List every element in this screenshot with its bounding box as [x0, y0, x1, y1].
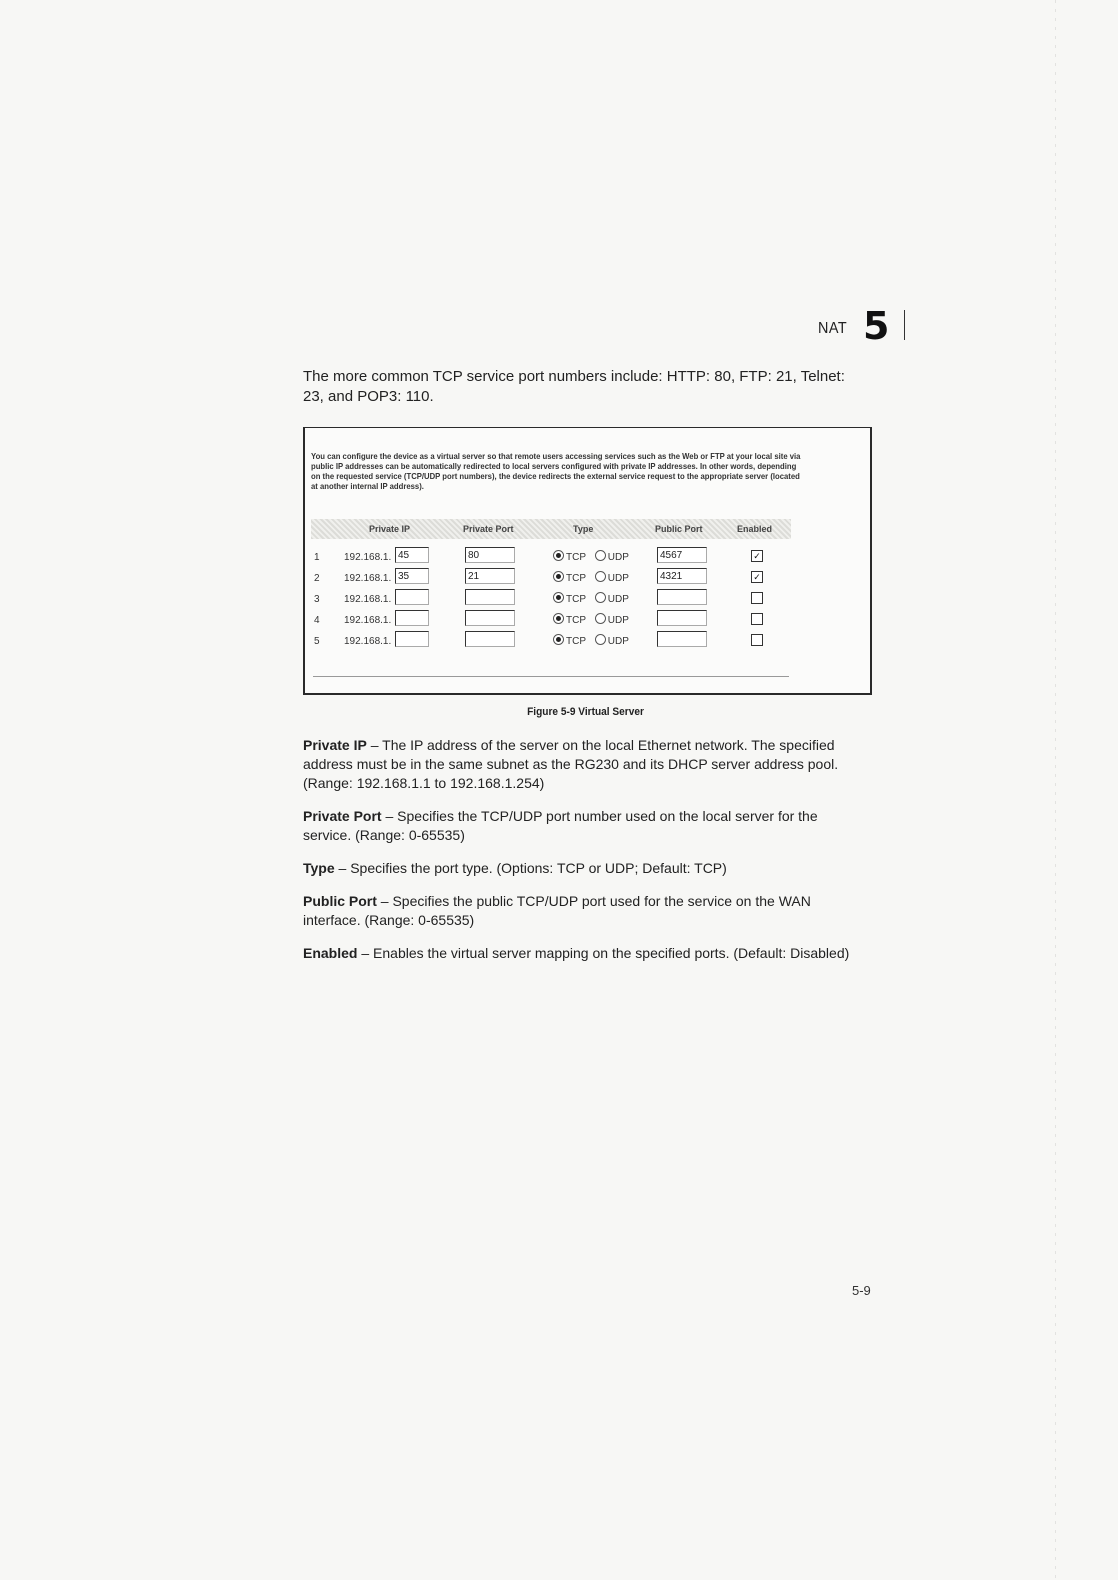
figure-description: You can configure the device as a virtual server so that remote users accessing services such as the Web or FTP at your local site via public IP addresses can be automatically redirected to local servers configured with private IP addresses. In other words, depending on the requested service (TCP/UDP port numbers), the device redirects the external service request to the appropriate server (located at another internal IP address).: [311, 451, 801, 491]
scan-edge-artifact: [1055, 0, 1056, 1580]
table-row: [305, 610, 865, 630]
section-title: NAT: [818, 320, 848, 337]
enabled-checkbox[interactable]: [751, 613, 763, 625]
tcp-label: TCP: [566, 636, 586, 647]
type-radio-group: [553, 571, 635, 584]
definition-text: – Specifies the TCP/UDP port number used on the local server for the service. (Range: 0-65535): [303, 808, 818, 843]
row-number: 5: [314, 636, 320, 647]
tcp-label: TCP: [566, 615, 586, 626]
tcp-radio[interactable]: [553, 550, 564, 561]
type-radio-group: [553, 592, 635, 605]
definition-type: [303, 859, 868, 878]
col-private-ip: Private IP: [369, 524, 411, 534]
col-private-port: Private Port: [463, 524, 514, 534]
definition-text: – Specifies the port type. (Options: TCP or UDP; Default: TCP): [334, 860, 727, 876]
udp-label: UDP: [607, 573, 629, 584]
enabled-checkbox[interactable]: [751, 634, 763, 646]
figure-caption: Figure 5-9 Virtual Server: [527, 706, 644, 718]
table-row: [305, 568, 865, 588]
public-port-input[interactable]: 4321: [657, 568, 707, 584]
private-port-input[interactable]: 21: [465, 568, 515, 584]
tcp-radio[interactable]: [553, 634, 564, 645]
row-number: 3: [314, 594, 320, 605]
private-ip-input[interactable]: 45: [395, 547, 429, 563]
private-ip-input[interactable]: 35: [395, 568, 429, 584]
row-number: 1: [314, 552, 320, 563]
definition-enabled: [303, 944, 868, 963]
udp-label: UDP: [607, 552, 629, 563]
row-number: 4: [314, 615, 320, 626]
definition-text: – Enables the virtual server mapping on the specified ports. (Default: Disabled): [357, 945, 850, 961]
ip-prefix: 192.168.1.: [344, 636, 392, 647]
enabled-checkbox[interactable]: [751, 592, 763, 604]
public-port-input[interactable]: [657, 610, 707, 626]
definition-term: Enabled: [303, 945, 358, 961]
table-row: [305, 631, 865, 651]
definition-text: – The IP address of the server on the local Ethernet network. The specified address must be in the same subnet as the RG230 and its DHCP server address pool. (Range: 192.168.1.1 to 192.168.1.254): [303, 737, 839, 791]
chapter-number: 5: [863, 306, 899, 346]
tcp-label: TCP: [566, 573, 586, 584]
udp-label: UDP: [607, 615, 629, 626]
field-definitions: [303, 736, 868, 977]
ip-prefix: 192.168.1.: [344, 573, 392, 584]
private-port-input[interactable]: [465, 589, 515, 605]
definition-term: Public Port: [303, 893, 377, 909]
type-radio-group: [553, 634, 635, 647]
definition-term: Type: [303, 860, 335, 876]
table-row: [305, 547, 865, 567]
private-port-input[interactable]: 80: [465, 547, 515, 563]
figure-divider: [313, 676, 789, 677]
udp-radio[interactable]: [595, 550, 606, 561]
table-row: [305, 589, 865, 609]
definition-private-ip: [303, 736, 868, 793]
tcp-label: TCP: [566, 552, 586, 563]
ip-prefix: 192.168.1.: [344, 615, 392, 626]
intro-paragraph: The more common TCP service port numbers include: HTTP: 80, FTP: 21, Telnet: 23, and POP3: 110.: [303, 368, 845, 405]
private-port-input[interactable]: [465, 610, 515, 626]
definition-public-port: [303, 892, 868, 930]
udp-radio[interactable]: [595, 571, 606, 582]
ip-prefix: 192.168.1.: [344, 552, 392, 563]
col-type: Type: [573, 524, 594, 534]
private-ip-input[interactable]: [395, 589, 429, 605]
definition-text: – Specifies the public TCP/UDP port used for the service on the WAN interface. (Range: 0-65535): [303, 893, 811, 928]
public-port-input[interactable]: 4567: [657, 547, 707, 563]
udp-radio[interactable]: [595, 592, 606, 603]
ip-prefix: 192.168.1.: [344, 594, 392, 605]
udp-label: UDP: [607, 636, 629, 647]
tcp-radio[interactable]: [553, 571, 564, 582]
page-number: 5-9: [852, 1283, 871, 1298]
tcp-radio[interactable]: [553, 613, 564, 624]
tcp-label: TCP: [566, 594, 586, 605]
enabled-checkbox[interactable]: ✓: [751, 550, 763, 562]
row-number: 2: [314, 573, 320, 584]
table-header: [311, 519, 791, 539]
virtual-server-figure: [303, 427, 872, 695]
udp-radio[interactable]: [595, 613, 606, 624]
udp-radio[interactable]: [595, 634, 606, 645]
definition-term: Private Port: [303, 808, 382, 824]
private-port-input[interactable]: [465, 631, 515, 647]
public-port-input[interactable]: [657, 631, 707, 647]
private-ip-input[interactable]: [395, 610, 429, 626]
private-ip-input[interactable]: [395, 631, 429, 647]
public-port-input[interactable]: [657, 589, 707, 605]
definition-private-port: [303, 807, 868, 845]
col-enabled: Enabled: [737, 524, 773, 534]
type-radio-group: [553, 613, 635, 626]
type-radio-group: [553, 550, 635, 563]
tcp-radio[interactable]: [553, 592, 564, 603]
definition-term: Private IP: [303, 737, 367, 753]
udp-label: UDP: [607, 594, 629, 605]
enabled-checkbox[interactable]: ✓: [751, 571, 763, 583]
col-public-port: Public Port: [655, 524, 703, 534]
